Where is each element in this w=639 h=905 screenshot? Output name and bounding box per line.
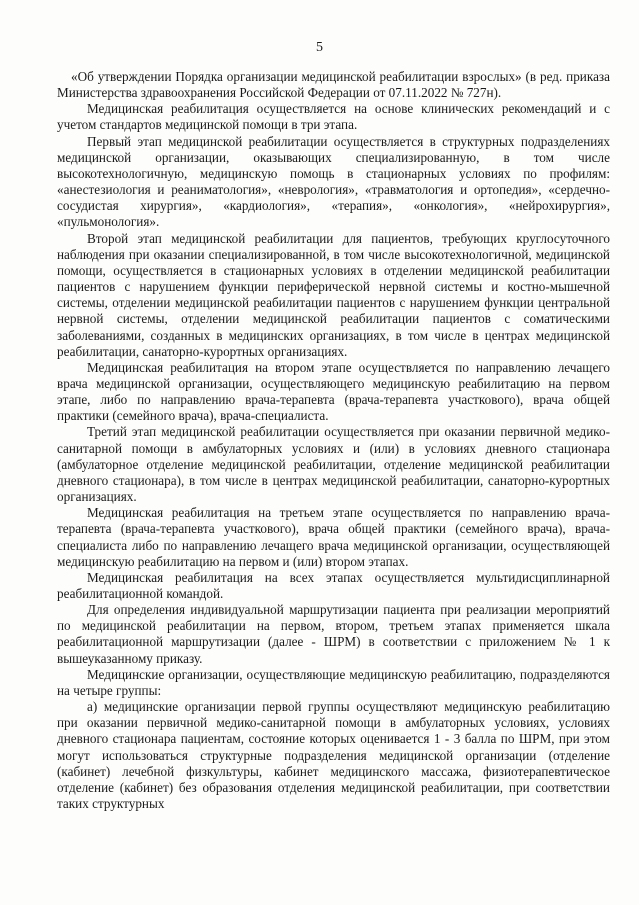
paragraph-third-stage: Третий этап медицинской реабилитации осуществляется при оказании первичной медико-санитарной помощи в амбулаторных условиях и (или) в условиях дневного стационара (амбулаторное отделение медицинской реабилитации, отделение медицинской реабилитации дневного стационара), в том числе в центрах медицинской реабилитации, санаторно-курортных организациях. <box>57 424 610 505</box>
document-body <box>57 69 610 812</box>
paragraph-first-stage: Первый этап медицинской реабилитации осуществляется в структурных подразделениях медицинской организации, оказывающих специализированную, в том числе высокотехнологичную, медицинскую помощь в стационарных условиях по профилям: «анестезиология и реаниматология», «неврология», «травматология и ортопедия», «сердечно-сосудистая хирургия», «кардиология», «терапия», «онкология», «нейрохирургия», «пульмонология». <box>57 133 610 230</box>
paragraph-multidisciplinary-team: Медицинская реабилитация на всех этапах осуществляется мультидисциплинарной реабилитационной командой. <box>57 569 610 601</box>
paragraph-three-stages: Медицинская реабилитация осуществляется на основе клинических рекомендаций и с учетом стандартов медицинской помощи в три этапа. <box>57 101 610 133</box>
paragraph-second-stage: Второй этап медицинской реабилитации для пациентов, требующих круглосуточного наблюдения при оказании специализированной, в том числе высокотехнологичной, медицинской помощи, осуществляется в стационарных условиях в отделении медицинской реабилитации пациентов с нарушением функции периферической нервной системы и костно-мышечной системы, отделении медицинской реабилитации пациентов с нарушением функции центральной нервной системы, отделении медицинской реабилитации пациентов с соматическими заболеваниями, созданных в медицинских организациях, в том числе в центрах медицинской реабилитации, санаторно-курортных организациях. <box>57 230 610 359</box>
page-number: 5 <box>316 40 323 55</box>
paragraph-third-stage-referral: Медицинская реабилитация на третьем этапе осуществляется по направлению врача-терапевта (врача-терапевта участкового), врача общей практики (семейного врача), врача-специалиста либо по направлению лечащего врача медицинской организации, осуществляющей медицинскую реабилитацию на первом и (или) втором этапах. <box>57 505 610 569</box>
paragraph-second-stage-referral: Медицинская реабилитация на втором этапе осуществляется по направлению лечащего врача медицинской организации, осуществляющего медицинскую реабилитацию на первом этапе, либо по направлению врача-терапевта (врача-терапевта участкового), врача общей практики (семейного врача), врача-специалиста. <box>57 359 610 424</box>
paragraph-four-groups: Медицинские организации, осуществляющие медицинскую реабилитацию, подразделяются на четыре группы: <box>57 666 610 698</box>
paragraph-order-reference: «Об утверждении Порядка организации медицинской реабилитации взрослых» (в ред. приказа Министерства здравоохранения Российской Федерации от 07.11.2022 № 727н). <box>57 69 610 101</box>
paragraph-routing-scale: Для определения индивидуальной маршрутизации пациента при реализации мероприятий по медицинской реабилитации на первом, втором, третьем этапах применяется шкала реабилитационной маршрутизации (далее - ШРМ) в соответствии с приложением № 1 к вышеуказанному приказу. <box>57 602 610 666</box>
paragraph-group-a: а) медицинские организации первой группы осуществляют медицинскую реабилитацию при оказании первичной медико-санитарной помощи в амбулаторных условиях, условиях дневного стационара пациентам, состояние которых оценивается 1 - 3 балла по ШРМ, при этом могут использоваться структурные подразделения медицинской организации (отделение (кабинет) лечебной физкультуры, кабинет медицинского массажа, физиотерапевтическое отделение (кабинет) без образования отделения медицинской реабилитации, при соответствии таких структурных <box>57 699 610 812</box>
